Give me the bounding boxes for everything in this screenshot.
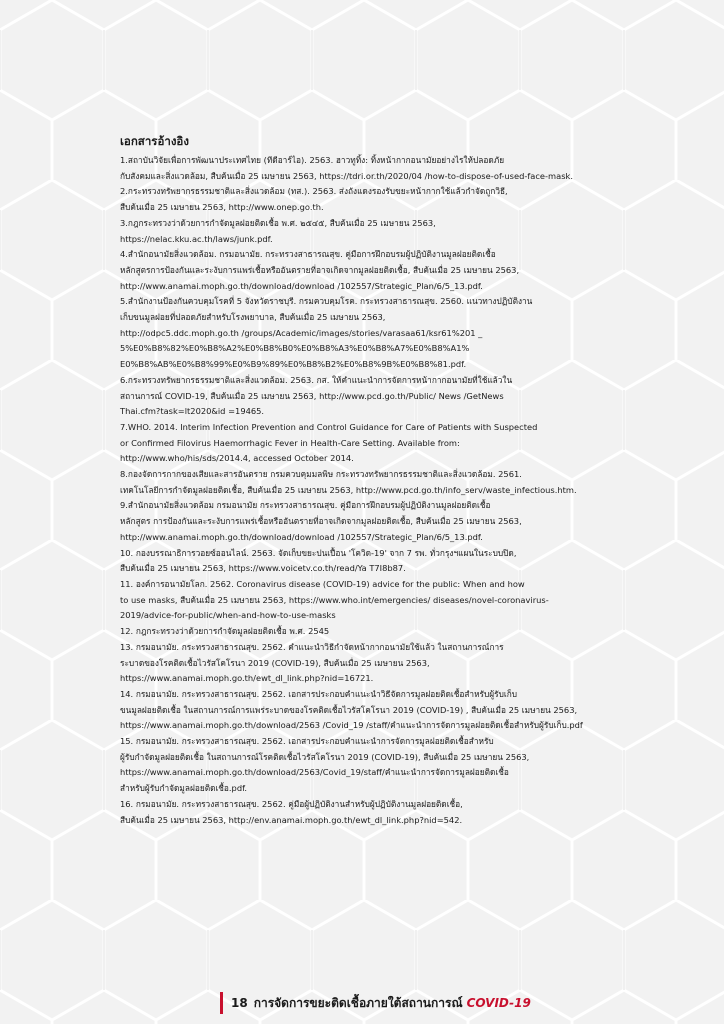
reference-item <box>120 216 660 247</box>
reference-line: สืบค้นเมื่อ 25 เมษายน 2563, http://env.anamai.moph.go.th/ewt_dl_link.php?nid=542. <box>120 814 463 825</box>
references-heading: เอกสารอ้างอิง <box>120 134 189 148</box>
reference-line: 11. องค์การอนามัยโลก. 2562. Coronavirus disease (COVID-19) advice for the public: When and how <box>120 578 525 589</box>
reference-line: หลักสูตร การป้องกันและระงับการแพร่เชื้อหรืออันตรายที่อาจเกิดจากมูลฝอยติดเชื้อ, สืบค้นเมื่อ 25 เมษายน 2563, <box>120 516 522 527</box>
reference-line: 9.สำนักอนามัยสิ่งแวดล้อม กรมอนามัย กระทรวงสาธารณสุข. คู่มือการฝึกอบรมผู้ปฏิบัติงานมูลฝอยติดเชื้อ <box>120 500 491 511</box>
reference-line: E0%B8%AB%E0%B8%99%E0%B9%89%E0%B8%B2%E0%B8%9B%E0%B8%81.pdf. <box>120 359 467 370</box>
reference-line: 3.กฎกระทรวงว่าด้วยการกำจัดมูลฝอยติดเชื้อ พ.ศ. ๒๕๔๕, สืบค้นเมื่อ 25 เมษายน 2563, <box>120 217 436 228</box>
reference-line: https://www.anamai.moph.go.th/ewt_dl_link.php?nid=16721. <box>120 673 374 684</box>
reference-line: 8.กองจัดการกากของเสียและสารอันตราย กรมควบคุมมลพิษ กระทรวงทรัพยากรธรรมชาติและสิ่งแวดล้อม. 2561. <box>120 469 522 480</box>
reference-line: สถานการณ์ COVID-19, สืบค้นเมื่อ 25 เมษายน 2563, http://www.pcd.go.th/Public/ News /GetNews <box>120 390 504 401</box>
reference-line: 15. กรมอนามัย. กระทรวงสาธารณสุข. 2562. เอกสารประกอบคำแนะนำการจัดการมูลฝอยติดเชื้อสำหรับ <box>120 736 494 747</box>
reference-line: ขนมูลฝอยติดเชื้อ ในสถานการณ์การแพร่ระบาดของโรคติดเชื้อไวรัสโคโรนา 2019 (COVID-19) , สืบค้นเมื่อ 25 เมษายน 2563, <box>120 704 578 715</box>
reference-line: ผู้รับกำจัดมูลฝอยติดเชื้อ ในสถานการณ์โรคติดเชื้อไวรัสโคโรนา 2019 (COVID-19), สืบค้นเมื่อ 25 เมษายน 2563, <box>120 751 530 762</box>
reference-line: ระบาดของโรคติดเชื้อไวรัสโคโรนา 2019 (COVID-19), สืบค้นเมื่อ 25 เมษายน 2563, <box>120 657 430 668</box>
reference-line: 2019/advice-for-public/when-and-how-to-use-masks <box>120 610 336 621</box>
reference-line: สืบค้นเมื่อ 25 เมษายน 2563, http://www.onep.go.th. <box>120 202 324 213</box>
reference-line: 5%E0%B8%82%E0%B8%A2%E0%B8%B0%E0%B8%A3%E0%B8%A7%E0%B8%A1% <box>120 343 470 354</box>
reference-item <box>120 546 660 577</box>
reference-line: https://www.anamai.moph.go.th/download/2563/Covid_19/staff/คำแนะนำการจัดการมูลฝอยติดเชื้อ <box>120 767 509 778</box>
reference-item <box>120 294 660 373</box>
reference-line: กับสังคมและสิ่งแวดล้อม, สืบค้นเมื่อ 25 เมษายน 2563, https://tdri.or.th/2020/04 /how-to-dispose-of-used-face-mask. <box>120 170 573 181</box>
reference-line: to use masks, สืบค้นเมื่อ 25 เมษายน 2563, https://www.who.int/emergencies/ diseases/novel-coronavirus- <box>120 594 549 605</box>
footer-title-accent: COVID-19 <box>466 996 531 1010</box>
reference-line: 2.กระทรวงทรัพยากรธรรมชาติและสิ่งแวดล้อม (ทส.). 2563. ส่งถังแดงรองรับขยะหน้ากากใช้แล้วกำจัดถูกวิธี, <box>120 186 508 197</box>
reference-item <box>120 687 660 734</box>
references-list <box>120 153 660 828</box>
reference-item <box>120 420 660 467</box>
reference-line: https://www.anamai.moph.go.th/download/2563 /Covid_19 /staff/คำแนะนำการจัดการมูลฝอยติดเชื้อสำหรับผู้รับเก็บ.pdf <box>120 720 583 731</box>
reference-line: เก็บขนมูลฝอยที่ปลอดภัยสำหรับโรงพยาบาล, สืบค้นเมื่อ 25 เมษายน 2563, <box>120 312 386 323</box>
reference-line: 10. กองบรรณาธิการวอยซ์ออนไลน์. 2563. จัดเก็บขยะปนเปื้อน 'โควิด-19' จาก 7 รพ. ทั่วกรุงฯแผนในระบบปิด, <box>120 547 517 558</box>
reference-item <box>120 184 660 215</box>
reference-line: เทคโนโลยีการกำจัดมูลฝอยติดเชื้อ, สืบค้นเมื่อ 25 เมษายน 2563, http://www.pcd.go.th/info_serv/waste_infectious.htm. <box>120 484 577 495</box>
reference-line: 14. กรมอนามัย. กระทรวงสาธารณสุข. 2562. เอกสารประกอบคำแนะนำวิธีจัดการมูลฝอยติดเชื้อสำหรับผู้รับเก็บ <box>120 688 517 699</box>
references-section <box>120 134 660 828</box>
reference-line: 4.สำนักอนามัยสิ่งแวดล้อม. กรมอนามัย. กระทรวงสาธารณสุข. คู่มือการฝึกอบรมผู้ปฏิบัติงานมูลฝอยติดเชื้อ <box>120 249 496 260</box>
reference-line: หลักสูตรการป้องกันและระงับการแพร่เชื้อหรืออันตรายที่อาจเกิดจากมูลฝอยติดเชื้อ, สืบค้นเมื่อ 25 เมษายน 2563, <box>120 264 520 275</box>
reference-line: 16. กรมอนามัย. กระทรวงสาธารณสุข. 2562. คู่มือผู้ปฏิบัติงานสำหรับผู้ปฏิบัติงานมูลฝอยติดเชื้อ, <box>120 798 463 809</box>
reference-line: 5.สำนักงานป้องกันควบคุมโรคที่ 5 จังหวัดราชบุรี. กรมควบคุมโรค. กระทรวงสาธารณสุข. 2560. แนวทางปฏิบัติงาน <box>120 296 533 307</box>
footer-accent-bar <box>220 992 223 1014</box>
reference-item <box>120 797 660 828</box>
reference-item <box>120 467 660 498</box>
reference-item <box>120 577 660 624</box>
reference-line: http://odpc5.ddc.moph.go.th /groups/Academic/images/stories/varasaa61/ksr61%201 _ <box>120 327 483 338</box>
reference-item <box>120 734 660 797</box>
reference-item <box>120 153 660 184</box>
reference-item <box>120 247 660 294</box>
page-footer <box>220 992 531 1014</box>
reference-line: สืบค้นเมื่อ 25 เมษายน 2563, https://www.voicetv.co.th/read/Ya T7I8b87. <box>120 563 406 574</box>
reference-item <box>120 624 660 640</box>
reference-item <box>120 373 660 420</box>
reference-line: 6.กระทรวงทรัพยากรธรรมชาติและสิ่งแวดล้อม. 2563. กส. ให้คำแนะนำการจัดการหน้ากากอนามัยที่ใช้แล้วใน <box>120 374 513 385</box>
reference-line: 1.สถาบันวิจัยเพื่อการพัฒนาประเทศไทย (ทีดีอาร์ไอ). 2563. ฮาวทูทิ้ง: ทิ้งหน้ากากอนามัยอย่างไรให้ปลอดภัย <box>120 155 505 165</box>
reference-line: 7.WHO. 2014. Interim Infection Prevention and Control Guidance for Care of Patients with Suspected <box>120 421 538 432</box>
reference-line: or Confirmed Filovirus Haemorrhagic Fever in Health-Care Setting. Available from: <box>120 437 460 448</box>
reference-item <box>120 640 660 687</box>
reference-item <box>120 498 660 545</box>
reference-line: http://www.anamai.moph.go.th/download/download /102557/Strategic_Plan/6/5_13.pdf. <box>120 531 483 542</box>
reference-line: สำหรับผู้รับกำจัดมูลฝอยติดเชื้อ.pdf. <box>120 783 248 794</box>
reference-line: https://nelac.kku.ac.th/laws/junk.pdf. <box>120 233 273 244</box>
reference-line: http://www.who/his/sds/2014.4, accessed October 2014. <box>120 453 354 464</box>
reference-line: 12. กฎกระทรวงว่าด้วยการกำจัดมูลฝอยติดเชื้อ พ.ศ. 2545 <box>120 626 330 637</box>
reference-line: 13. กรมอนามัย. กระทรวงสาธารณสุข. 2562. คำแนะนำวิธีกำจัดหน้ากากอนามัยใช้แล้ว ในสถานการณ์การ <box>120 641 504 652</box>
reference-line: Thai.cfm?task=lt2020&id =19465. <box>120 406 265 417</box>
footer-title: การจัดการขยะติดเชื้อภายใต้สถานการณ์ <box>253 995 463 1010</box>
reference-line: http://www.anamai.moph.go.th/download/download /102557/Strategic_Plan/6/5_13.pdf. <box>120 280 483 291</box>
page-number: 18 <box>231 996 248 1010</box>
